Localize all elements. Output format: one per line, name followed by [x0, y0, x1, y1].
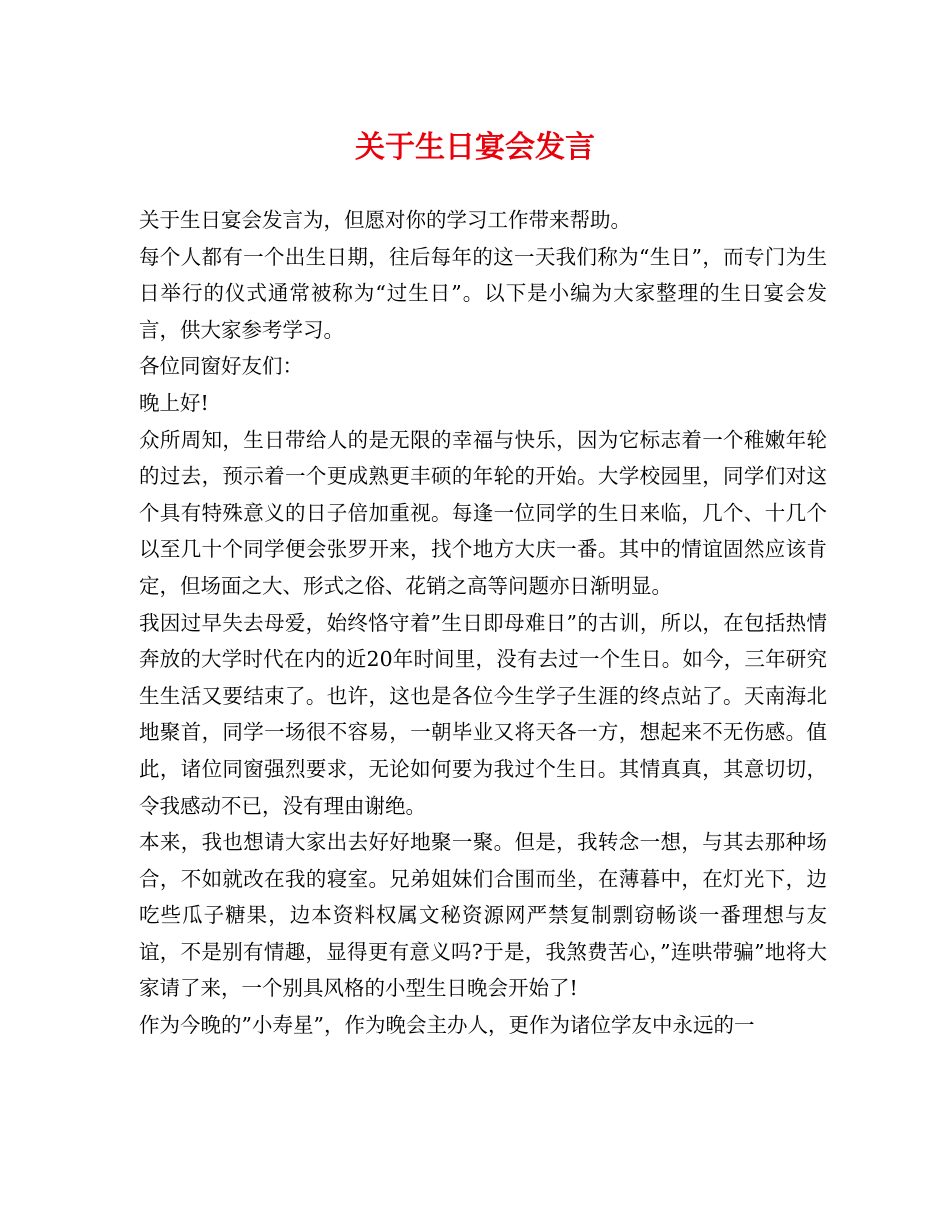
- paragraph-salutation: 各位同窗好友们：: [139, 354, 303, 379]
- document-title: 关于生日宴会发言: [355, 130, 595, 165]
- paragraph-birthday-definition: 每个人都有一个出生日期，往后每年的这一天我们称为“生日”，而专门为生日举行的仪式通常被称为“过生日”。以下是小编为大家整理的生日宴会发言，供大家参考学习。: [139, 244, 827, 342]
- paragraph-closing-fragment: 作为今晚的”小寿星”，作为晚会主办人，更作为诸位学友中永远的一: [139, 1013, 755, 1038]
- paragraph-personal-story: 我因过早失去母爱，始终恪守着”生日即母难日”的古训，所以，在包括热情奔放的大学时代在内的近20年时间里，没有去过一个生日。如今，三年研究生生活又要结束了。也许，这也是各位今生学子生涯的终点站了。天南海北地聚首，同学一场很不容易，一朝毕业又将天各一方，想起来不无伤感。值此，诸位同窗强烈要求，无论如何要为我过个生日。其情真真，其意切切，令我感动不已，没有理由谢绝。: [139, 610, 827, 818]
- paragraph-greeting: 晚上好!: [139, 390, 209, 415]
- paragraph-campus-birthdays: 众所周知，生日带给人的是无限的幸福与快乐，因为它标志着一个稚嫩年轮的过去，预示着一个更成熟更丰硕的年轮的开始。大学校园里，同学们对这个具有特殊意义的日子倍加重视。每逢一位同学的生日来临，几个、十几个以至几十个同学便会张罗开来，找个地方大庆一番。其中的情谊固然应该肯定，但场面之大、形式之俗、花销之高等问题亦日渐明显。: [139, 427, 827, 598]
- paragraph-dorm-party: 本来，我也想请大家出去好好地聚一聚。但是，我转念一想，与其去那种场合，不如就改在我的寝室。兄弟姐妹们合围而坐，在薄暮中，在灯光下，边吃些瓜子糖果，边本资料权属文秘资源网严禁复制剽窃畅谈一番理想与友谊，不是别有情趣，显得更有意义吗?于是，我煞费苦心，”连哄带骗”地将大家请了来，一个别具风格的小型生日晚会开始了!: [139, 830, 827, 1001]
- paragraph-intro: 关于生日宴会发言为，但愿对你的学习工作带来帮助。: [139, 208, 631, 232]
- document-body: [139, 202, 827, 1044]
